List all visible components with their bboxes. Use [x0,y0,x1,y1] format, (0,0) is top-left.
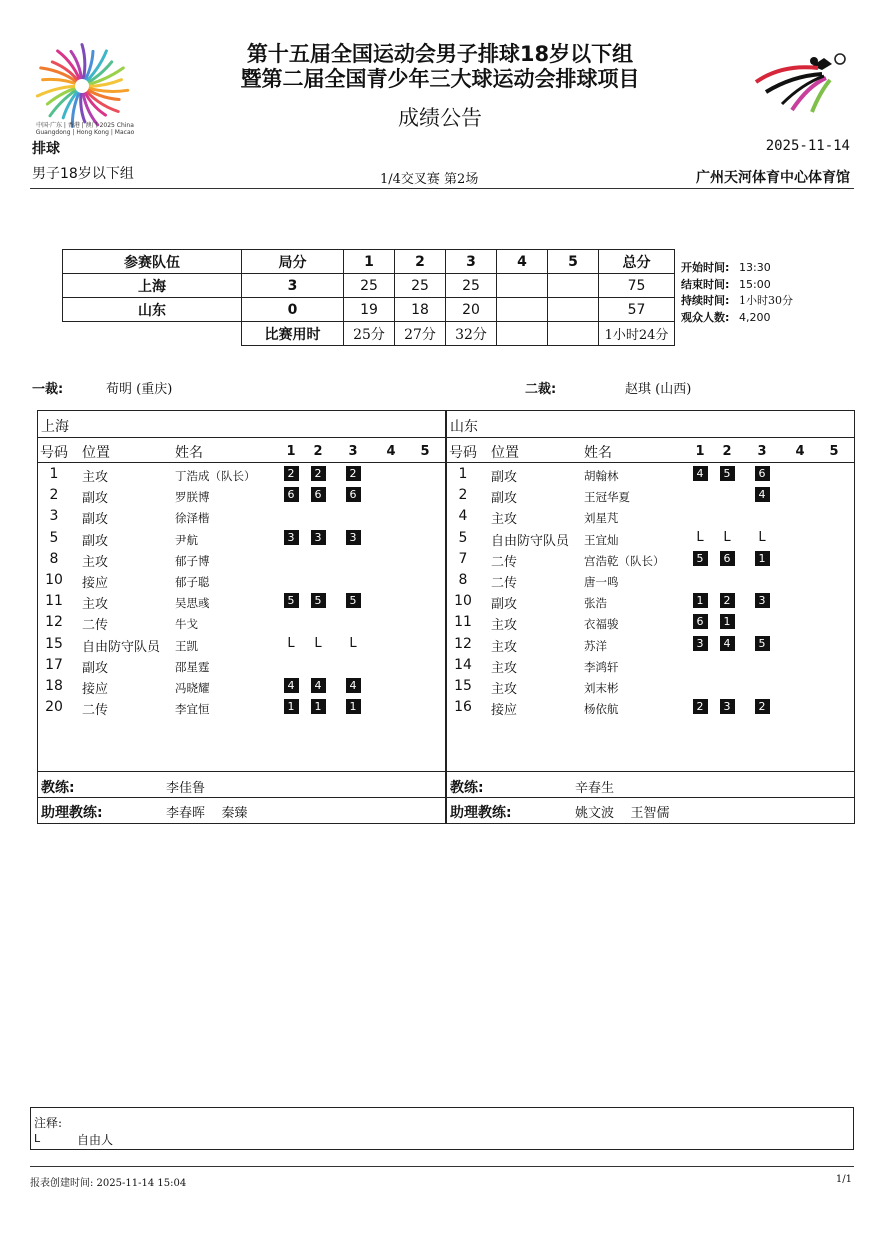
coach-label: 教练: [450,780,484,796]
roster-divider [38,771,445,772]
venue-label: 广州天河体育中心体育馆 [696,170,850,186]
sets-won: 3 [242,274,344,298]
set-position [753,699,771,714]
player-row [447,591,854,612]
assistant-coach-label: 助理教练: [41,805,103,821]
score-row [63,274,675,298]
player-row [447,676,854,697]
libero-mark: L [349,635,357,651]
set-position [309,699,327,714]
set-position [282,636,300,651]
player-number: 12 [45,614,63,631]
rotation-position-box: 1 [346,699,361,714]
player-position: 主攻 [491,512,518,528]
set-position [344,636,362,651]
duration-row [63,322,675,346]
set-position [691,614,709,629]
score-row [63,298,675,322]
set-score [497,298,548,322]
player-name: 牛戈 [175,617,198,632]
player-position: 二传 [82,703,109,719]
total-duration: 1小时24分 [599,322,675,346]
rotation-position-box: 2 [346,466,361,481]
set-position [344,699,362,714]
group-label: 男子18岁以下组 [32,166,134,182]
player-position: 主攻 [491,639,518,655]
player-row [447,464,854,485]
roster-divider [447,797,854,798]
first-referee: 荀明 (重庆) [106,382,173,397]
player-position: 接应 [82,576,109,591]
rotation-position-box: 4 [720,636,735,651]
rotation-position-box: 4 [311,678,326,693]
set-duration: 27分 [395,322,446,346]
end-label: 结束时间: [681,277,730,291]
audience-value: 4,200 [739,310,771,324]
player-number: 12 [454,635,472,652]
player-position: 副攻 [491,491,518,507]
set-duration: 32分 [446,322,497,346]
rotation-position-box: 2 [693,699,708,714]
rotation-position-box: 3 [284,530,299,545]
set-position [309,636,327,651]
player-row [38,697,445,718]
rotation-position-box: 1 [284,699,299,714]
logo-center [75,79,89,93]
player-number: 18 [45,678,63,694]
set-position [718,636,736,651]
team-name: 山东 [63,298,242,322]
player-name: 冯晓耀 [175,681,210,695]
match-meta [681,260,793,326]
rotation-position-box: 6 [346,487,361,502]
rotation-position-box: 4 [755,487,770,502]
player-position: 主攻 [491,618,518,634]
roster-set-header: 4 [386,444,396,459]
rotation-position-box: 6 [720,551,735,566]
set-position [309,487,327,502]
player-position: 副攻 [82,491,109,507]
player-number: 2 [458,487,468,504]
player-number: 3 [49,508,59,525]
player-row [447,549,854,570]
rotation-position-box: 6 [284,487,299,502]
player-position: 接应 [82,682,109,697]
player-position: 二传 [491,576,518,591]
rotation-position-box: 1 [720,614,735,629]
player-number: 8 [458,572,468,588]
rotation-position-box: 6 [693,614,708,629]
sport-label: 排球 [32,141,60,157]
score-header-set1: 1 [344,250,395,274]
player-name: 徐泽楷 [175,511,210,526]
roster-set-header: 5 [829,444,839,459]
player-name: 吴思彧 [175,596,210,611]
roster-set-header: 1 [695,444,705,459]
roster-divider [447,437,854,438]
libero-mark: L [287,635,295,651]
player-name: 丁浩成（队长） [175,469,256,483]
set-position [691,466,709,481]
second-referee-label: 二裁: [525,382,557,397]
rotation-position-box: 4 [346,678,361,693]
player-name: 王凯 [175,638,198,653]
player-number: 11 [454,614,472,631]
set-position [309,593,327,608]
player-number: 1 [49,466,59,482]
player-number: 5 [49,529,59,546]
set-duration [497,322,548,346]
player-name: 苏洋 [584,638,607,653]
rotation-position-box: 2 [311,466,326,481]
score-header-team: 参赛队伍 [63,250,242,274]
player-position: 接应 [491,703,518,719]
rotation-position-box: 5 [284,593,299,608]
player-number: 11 [45,593,63,610]
set-position [282,593,300,608]
set-position [753,551,771,566]
set-position [718,593,736,608]
player-position: 副攻 [491,470,518,485]
start-label: 开始时间: [681,261,730,274]
set-position [691,636,709,651]
rotation-position-box: 3 [311,530,326,545]
notes-label: 注释: [34,1116,63,1130]
libero-mark: L [723,529,731,545]
player-position: 副攻 [82,512,109,528]
player-row [38,591,445,612]
player-row [38,549,445,570]
roster-col-header: 号码 [449,445,477,461]
player-number: 15 [45,635,63,652]
set-position [344,593,362,608]
coach-label: 教练: [41,780,75,796]
player-row [38,528,445,549]
rotation-position-box: 1 [755,551,770,566]
player-position: 副攻 [82,660,109,676]
player-position: 主攻 [491,682,518,697]
player-name: 李宜恒 [175,702,210,717]
player-position: 副攻 [491,597,518,613]
set-position [718,551,736,566]
player-name: 王宜灿 [584,532,619,547]
player-name: 衣福骏 [584,617,619,632]
set-position [718,614,736,629]
roster-col-header: 位置 [491,445,519,461]
set-position [753,487,771,502]
round-label: 1/4交叉赛 第2场 [380,172,479,187]
player-name: 张浩 [584,596,607,611]
set-score [548,274,599,298]
end-time: 15:00 [739,277,771,291]
roster-col-header: 位置 [82,445,110,461]
rotation-position-box: 4 [693,466,708,481]
player-number: 10 [45,572,63,588]
roster-home [37,410,446,824]
player-name: 刘末彬 [584,681,619,695]
set-duration: 25分 [344,322,395,346]
roster-away [446,410,855,824]
player-number: 4 [458,508,468,525]
player-name: 胡翰林 [584,469,619,483]
libero-mark: L [758,529,766,545]
player-row [38,676,445,697]
score-header-row [63,250,675,274]
roster-set-header: 3 [757,444,767,459]
player-name: 郁子聪 [175,575,210,589]
score-header-set2: 2 [395,250,446,274]
roster-divider [447,462,854,463]
player-position: 自由防守队员 [491,533,570,549]
score-header-set4: 4 [497,250,548,274]
first-referee-label: 一裁: [32,382,64,397]
player-row [447,612,854,633]
set-position [691,699,709,714]
player-position: 自由防守队员 [82,639,161,655]
player-number: 15 [454,678,472,694]
total-score: 75 [599,274,675,298]
set-position [718,530,736,545]
rotation-position-box: 3 [346,530,361,545]
player-row [38,570,445,591]
player-row [38,612,445,633]
player-number: 20 [45,699,63,716]
set-score: 18 [395,298,446,322]
set-position [344,466,362,481]
libero-mark: L [696,529,704,545]
player-row [38,464,445,485]
title-line-2: 暨第二届全国青少年三大球运动会排球项目 [240,67,640,91]
roster-divider [38,437,445,438]
score-header-set5: 5 [548,250,599,274]
player-name: 罗朕博 [175,490,210,505]
rotation-position-box: 3 [755,593,770,608]
player-name: 邵星霆 [175,659,210,674]
set-score [497,274,548,298]
player-number: 17 [45,656,63,673]
rotation-position-box: 1 [311,699,326,714]
total-score: 57 [599,298,675,322]
coach-name: 辛春生 [575,781,615,796]
player-row [38,634,445,655]
assistant-coach-label: 助理教练: [450,805,512,821]
roster-team-name: 山东 [450,419,478,435]
set-position [282,530,300,545]
set-score: 25 [395,274,446,298]
player-number: 5 [458,529,468,546]
title-line-1: 第十五届全国运动会男子排球18岁以下组 [246,42,634,66]
rotation-position-box: 3 [720,699,735,714]
set-position [691,530,709,545]
audience-label: 观众人数: [681,310,730,324]
roster-divider [38,797,445,798]
page-number: 1/1 [835,1174,852,1185]
page-title: 成绩公告 [398,106,482,130]
player-row [38,506,445,527]
rotation-position-box: 5 [693,551,708,566]
notes-desc: 自由人 [77,1133,114,1147]
rotation-position-box: 4 [284,678,299,693]
set-position [344,487,362,502]
logo-caption: 中国·广东 | 香港 | 澳门 2025 China Guangdong | Hong Kong | Macao [35,122,135,136]
player-name: 尹航 [175,532,198,547]
set-score: 19 [344,298,395,322]
roster-divider [447,771,854,772]
player-row [38,485,445,506]
rotation-position-box: 2 [720,593,735,608]
notes-code: L [34,1132,41,1145]
team-name: 上海 [63,274,242,298]
set-position [718,466,736,481]
roster-set-header: 4 [795,444,805,459]
set-position [344,678,362,693]
player-number: 1 [458,466,468,482]
player-number: 8 [49,550,59,567]
set-score: 25 [446,274,497,298]
set-position [718,699,736,714]
set-position [753,466,771,481]
player-name: 杨依航 [584,702,619,717]
player-row [38,655,445,676]
score-header-total: 总分 [599,250,675,274]
set-score [548,298,599,322]
roster-divider [38,462,445,463]
notes-box [30,1107,854,1150]
volleyball-pictogram [752,52,852,114]
sets-won: 0 [242,298,344,322]
set-position [282,699,300,714]
assistant-coach-names: 姚文波 王智儒 [575,806,670,821]
player-position: 二传 [491,554,518,570]
rotation-position-box: 6 [755,466,770,481]
duration-label: 比赛用时 [242,322,344,346]
roster-set-header: 3 [348,444,358,459]
header-divider [30,188,854,189]
match-date: 2025-11-14 [765,138,850,154]
duration-value: 1小时30分 [739,294,793,307]
set-score: 20 [446,298,497,322]
set-duration [548,322,599,346]
rotation-position-box: 1 [693,593,708,608]
player-name: 王冠华夏 [584,490,630,505]
roster-col-header: 号码 [40,445,68,461]
player-name: 李鸿轩 [584,659,619,674]
player-name: 唐一鸣 [584,575,619,589]
player-row [447,634,854,655]
rotation-position-box: 5 [755,636,770,651]
duration-label: 持续时间: [681,294,730,307]
player-position: 主攻 [82,470,109,485]
rotation-position-box: 3 [693,636,708,651]
coach-name: 李佳鲁 [166,781,206,796]
player-row [447,570,854,591]
set-score: 25 [344,274,395,298]
set-position [282,487,300,502]
roster-col-header: 姓名 [175,445,203,461]
player-number: 2 [49,487,59,504]
second-referee: 赵琪 (山西) [625,382,692,397]
player-position: 二传 [82,618,109,634]
player-name: 郁子博 [175,553,210,568]
player-position: 主攻 [82,554,109,570]
player-row [447,655,854,676]
set-position [691,551,709,566]
player-number: 7 [458,550,468,567]
score-header-set3: 3 [446,250,497,274]
player-name: 宫浩乾（队长） [584,553,665,568]
set-position [282,678,300,693]
player-row [447,485,854,506]
roster-set-header: 1 [286,444,296,459]
libero-mark: L [314,635,322,651]
player-position: 副攻 [82,533,109,549]
roster-set-header: 2 [313,444,323,459]
player-number: 10 [454,593,472,610]
set-position [753,636,771,651]
roster-set-header: 5 [420,444,430,459]
assistant-coach-names: 李春晖 秦臻 [166,806,248,821]
set-position [691,593,709,608]
rotation-position-box: 2 [755,699,770,714]
roster-set-header: 2 [722,444,732,459]
player-row [447,506,854,527]
rotation-position-box: 5 [720,466,735,481]
rotation-position-box: 2 [284,466,299,481]
set-position [309,466,327,481]
roster-team-name: 上海 [41,419,69,435]
player-row [447,528,854,549]
start-time: 13:30 [739,261,771,274]
blank-cell [63,322,242,346]
rotation-position-box: 5 [346,593,361,608]
player-position: 主攻 [491,660,518,676]
score-table [62,249,675,346]
player-row [447,697,854,718]
player-number: 14 [454,656,472,673]
player-number: 16 [454,699,472,716]
set-position [753,530,771,545]
set-position [344,530,362,545]
rotation-position-box: 6 [311,487,326,502]
footer-divider [30,1166,854,1167]
score-header-sets: 局分 [242,250,344,274]
set-position [309,530,327,545]
report-created: 报表创建时间: 2025-11-14 15:04 [30,1178,187,1189]
player-name: 刘星芃 [584,511,619,526]
player-position: 主攻 [82,597,109,613]
set-position [309,678,327,693]
roster-col-header: 姓名 [584,445,612,461]
set-position [282,466,300,481]
set-position [753,593,771,608]
rotation-position-box: 5 [311,593,326,608]
